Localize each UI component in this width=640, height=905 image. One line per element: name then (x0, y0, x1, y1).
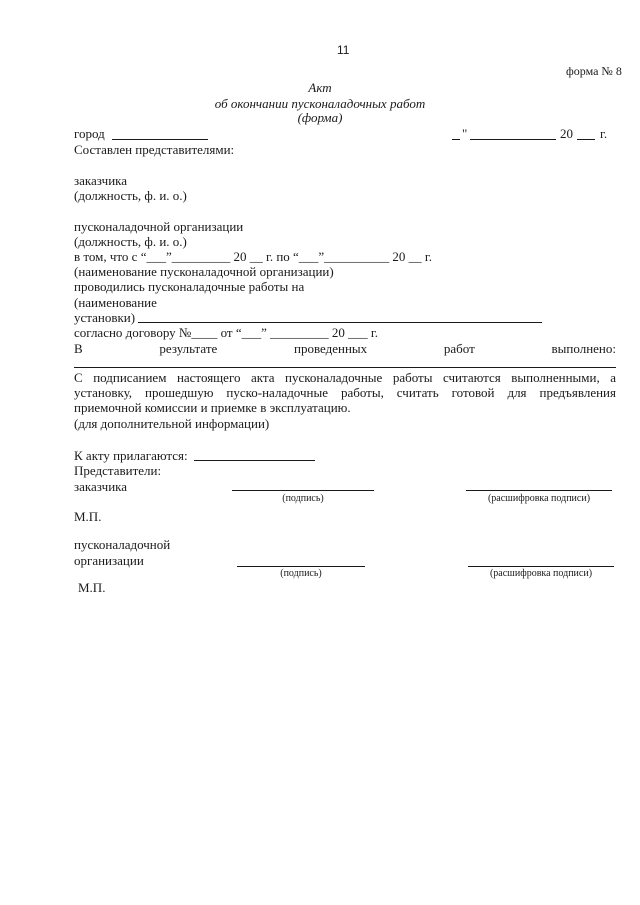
org-decode-caption: (расшифровка подписи) (489, 568, 593, 579)
result-line (74, 341, 616, 356)
result-word-2: результате (159, 341, 218, 356)
org-signature-caption: (подпись) (280, 568, 322, 579)
additional-info-hint: (для дополнительной информации) (74, 416, 270, 431)
position-hint-1: (должность, ф. и. о.) (74, 188, 187, 203)
attached-blank (194, 460, 315, 461)
date-month-blank (470, 139, 556, 140)
org-signature-line (237, 566, 365, 567)
city-blank (112, 139, 208, 140)
result-word-1: В (74, 341, 83, 356)
result-word-4: работ (443, 341, 475, 356)
installation-hint: установки) (74, 310, 136, 325)
composed-by: Составлен представителями: (74, 142, 235, 157)
result-blank (74, 367, 616, 368)
stamp-place-1: М.П. (74, 509, 102, 524)
naming-hint: (наименование (74, 295, 157, 310)
form-label: форма № 8 (566, 64, 622, 78)
customer-decode-caption: (расшифровка подписи) (487, 493, 591, 504)
org-decode-line (468, 566, 614, 567)
period-line: в том, что с “___”_________ 20 __ г. по “___”__________ 20 __ г. (74, 249, 432, 264)
customer-signature-caption: (подпись) (282, 493, 324, 504)
stamp-place-2: М.П. (78, 580, 106, 595)
result-word-5: выполнено: (551, 341, 616, 356)
customer-signature-line (232, 490, 374, 491)
performed-line: проводились пусконаладочные работы на (74, 279, 305, 294)
customer-sign-label: заказчика (74, 479, 128, 494)
attached-label: К акту прилагаются: (74, 448, 188, 463)
position-hint-2: (должность, ф. и. о.) (74, 234, 187, 249)
customer-decode-line (466, 490, 612, 491)
commissioning-sign-label: пусконаладочной (74, 537, 171, 552)
org-name-hint: (наименование пусконаладочной организации) (74, 264, 334, 279)
date-day-blank (452, 139, 460, 140)
date-year: 20 (560, 126, 573, 141)
installation-blank (138, 322, 542, 323)
date-g: г. (600, 126, 608, 141)
contract-line: согласно договору №____ от “___” _________ 20 ___ г. (74, 325, 378, 340)
form-note: (форма) (297, 110, 343, 125)
doc-title: Акт (308, 80, 332, 95)
organization-sign-label: организации (74, 553, 144, 568)
representatives-label: Представители: (74, 463, 162, 478)
page-number: 11 (337, 43, 350, 57)
customer-label: заказчика (74, 173, 128, 188)
date-year-blank (577, 139, 595, 140)
date-quote: " (462, 126, 468, 141)
city-label: город (74, 126, 105, 141)
result-word-3: проведенных (294, 341, 368, 356)
closing-paragraph: С подписанием настоящего акта пусконаладочные работы считаются выполненными, а установку, прошедшую пуско-наладочные работы, считать готовой для предъявления приемочной комиссии и приемке в эксплуатацию. (74, 370, 616, 415)
commissioning-org-label: пусконаладочной организации (74, 219, 244, 234)
doc-subtitle: об окончании пусконаладочных работ (214, 96, 426, 111)
